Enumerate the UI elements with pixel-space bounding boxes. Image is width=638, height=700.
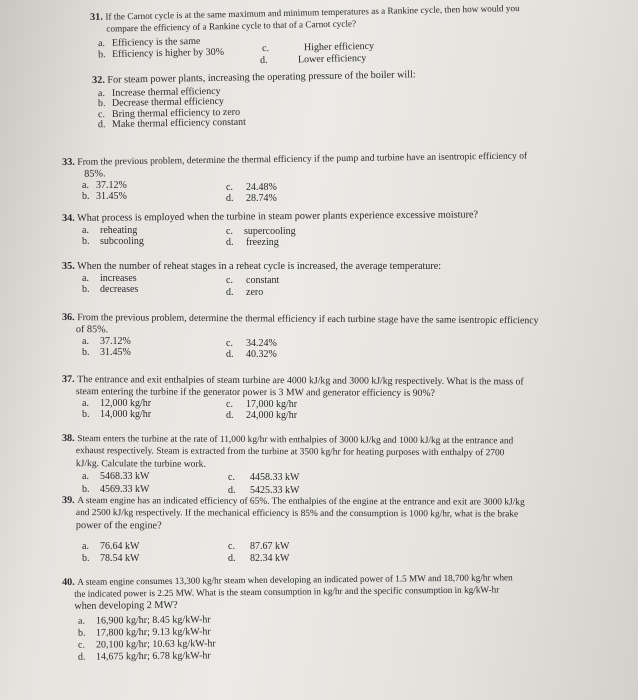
question-text: If the Carnot cycle is at the same maximum and minimum temperatures as a Rankine cycle, then how would you — [105, 3, 520, 22]
option-38c: c. 4458.33 kW — [228, 472, 300, 483]
option-36c: c. 34.24% — [226, 338, 277, 349]
option-31c: c. Higher efficiency — [261, 40, 375, 55]
option-35d: d. zero — [226, 287, 264, 298]
question-39: 39. A steam engine has an indicated efficiency of 65%. The enthalpies of the engine at the entrance and exit are 3000 kJ/kg and 2500 kJ/kg respectively. If the mechanical efficiency is 85% and the consumption is 1000 kg/hr, what is the brake power of the engine? — [61, 495, 525, 531]
option-38a: a. 5468.33 kW — [82, 471, 150, 482]
question-34: 34. What process is employed when the turbine in steam power plants experience excessive moisture? — [62, 209, 479, 224]
option-38b: b. 4569.33 kW — [82, 484, 150, 495]
option-31a: a. Efficiency is the same — [97, 35, 201, 50]
option-37a: a. 12,000 kg/hr — [82, 398, 152, 409]
option-36d: d. 40.32% — [226, 349, 277, 360]
option-35a: a. increases — [82, 273, 137, 284]
option-32c: c. Bring thermal efficiency to zero — [97, 106, 241, 121]
option-37c: c. 17,000 kg/hr — [226, 399, 298, 410]
question-text: compare the efficiency of a Rankine cycle to that of a Carnot cycle? — [106, 18, 357, 34]
option-36a: a. 37.12% — [82, 336, 131, 347]
option-39a: a. 76.64 kW — [82, 541, 140, 552]
question-number: 31. — [90, 11, 103, 23]
option-32d: d. Make thermal efficiency constant — [97, 116, 247, 131]
question-35: 35. When the number of reheat stages in a reheat cycle is increased, the average temperature: — [62, 261, 442, 272]
option-33a: a. 37.12% — [82, 180, 127, 191]
option-35c: c. constant — [226, 275, 280, 286]
option-32a: a. Increase thermal efficiency — [97, 85, 221, 100]
option-33d: d. 28.74% — [226, 193, 277, 204]
option-34b: b. subcooling — [82, 236, 144, 247]
option-40d: d. 14,675 kg/hr; 6.78 kg/kW-hr — [77, 650, 211, 663]
option-35b: b. decreases — [82, 284, 139, 295]
option-40a: a. 16,900 kg/hr; 8.45 kg/kW-hr — [77, 614, 211, 627]
option-39b: b. 78.54 kW — [82, 553, 140, 564]
question-32: 32. For steam power plants, increasing the operating pressure of the boiler will: — [92, 69, 416, 86]
question-40: 40. A steam engine consumes 13,300 kg/hr steam when developing an indicated power of 1.5 MW and 18,700 kg/hr when the indicated power is 2.25 MW. What is the steam consumption in kg/hr and the specific consumption in kg/kW-hr when developing 2 MW? — [62, 572, 513, 612]
option-36b: b. 31.45% — [82, 347, 131, 358]
option-40c: c. 20,100 kg/hr; 10.63 kg/kW-hr — [77, 638, 216, 651]
question-37: 37. The entrance and exit enthalpies of steam turbine are 4000 kJ/kg and 3000 kJ/kg respectively. What is the mass of steam entering the turbine if the generator power is 3 MW and generator efficiency is 90%? — [61, 374, 524, 399]
option-39c: c. 87.67 kW — [228, 541, 290, 552]
option-33b: b. 31.45% — [82, 191, 127, 202]
option-38d: d. 5425.33 kW — [228, 485, 300, 496]
option-37b: b. 14,000 kg/hr — [82, 409, 152, 420]
option-34c: c. supercooling — [226, 226, 296, 237]
option-37d: d. 24,000 kg/hr — [226, 410, 298, 421]
option-34d: d. freezing — [226, 237, 279, 248]
option-33c: c. 24.48% — [226, 182, 277, 193]
option-31b: b. Efficiency is higher by 30% — [97, 46, 225, 61]
option-32b: b. Decrease thermal efficiency — [97, 95, 225, 110]
question-36: 36. From the previous problem, determine the thermal efficiency if each turbine stage have the same isentropic efficiency of 85%. — [61, 312, 539, 336]
question-38: 38. Steam enters the turbine at the rate of 11,000 kg/hr with enthalpies of 3000 kJ/kg and 1000 kJ/kg at the entrance and exhaust respectively. Steam is extracted from the turbine at 3500 kg/hr for heating purposes with enthalpy of 2700 kJ/kg. Calculate the turbine work. — [61, 433, 514, 470]
question-31 — [90, 1, 620, 36]
option-34a: a. reheating — [82, 225, 138, 236]
question-33: 33. From the previous problem, determine the thermal efficiency if the pump and turbine have an isentropic efficiency of 85%. — [62, 150, 528, 180]
option-39d: d. 82.34 kW — [228, 553, 290, 564]
option-31d: d. Lower efficiency — [259, 52, 367, 67]
option-40b: b. 17,800 kg/hr; 9.13 kg/kW-hr — [77, 626, 211, 639]
